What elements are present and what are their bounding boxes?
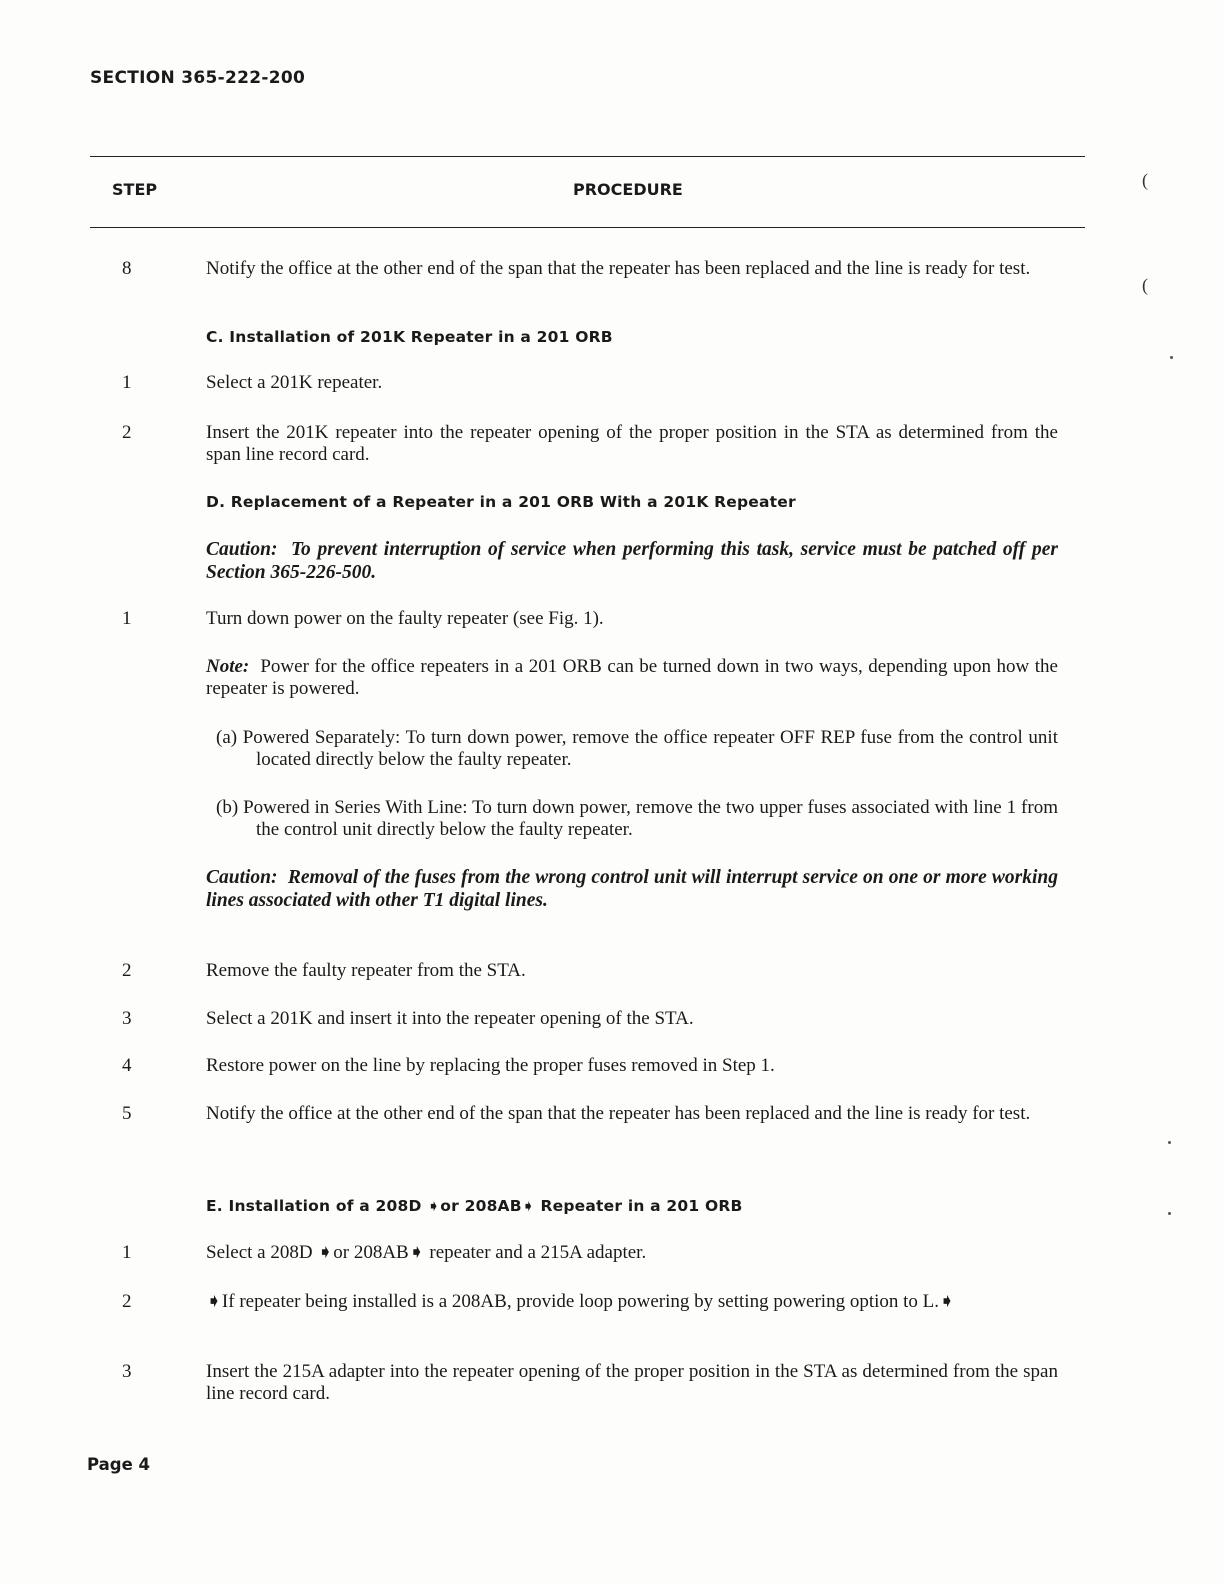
step-number: 4 [122,1055,132,1076]
step-text: Notify the office at the other end of the span that the repeater has been replaced and the line is ready for test. [206,1103,1031,1124]
caution-block [206,538,1058,584]
step-number: 5 [122,1103,132,1124]
margin-paren-mark: ( [1142,170,1148,190]
step-number: 2 [122,422,132,443]
margin-dot [1168,1212,1171,1215]
note-block [206,656,1058,700]
step-number: 3 [122,1008,132,1029]
step-text: Notify the office at the other end of the span that the repeater has been replaced and the line is ready for test. [206,258,1031,279]
table-header-rule [90,227,1085,228]
note-text: Power for the office repeaters in a 201 ORB can be turned down in two ways, depending upon how the repeater is powered. [206,656,1058,699]
step-text: Insert the 215A adapter into the repeater opening of the proper position in the STA as determined from the span line record card. [206,1361,1058,1404]
section-header: SECTION 365-222-200 [90,68,306,88]
section-c-heading: C. Installation of 201K Repeater in a 201 ORB [206,328,613,346]
step-number: 2 [122,960,132,981]
page-number: Page 4 [87,1455,151,1474]
step-number: 1 [122,372,132,393]
step-text: Select a 208D ➧or 208AB➧ repeater and a 215A adapter. [206,1242,647,1263]
step-text: Insert the 201K repeater into the repeater opening of the proper position in the STA as determined from the span line record card. [206,422,1058,465]
step-text: Select a 201K repeater. [206,372,383,393]
caution-block [206,866,1058,912]
step-text: Restore power on the line by replacing the proper fuses removed in Step 1. [206,1055,775,1076]
sub-item-a: (a) Powered Separately: To turn down power, remove the office repeater OFF REP fuse from the control unit located directly below the faulty repeater. [216,727,1058,770]
step-number: 1 [122,608,132,629]
step-number: 8 [122,258,132,279]
step-column-header: STEP [112,180,158,199]
caution-text: Removal of the fuses from the wrong control unit will interrupt service on one or more working lines associated with other T1 digital lines. [206,867,1059,911]
step-text: Select a 201K and insert it into the repeater opening of the STA. [206,1008,694,1029]
table-top-rule [90,156,1085,157]
step-number: 2 [122,1291,132,1312]
caution-text: To prevent interruption of service when performing this task, service must be patched off per Section 365-226-500. [206,539,1058,583]
section-d-heading: D. Replacement of a Repeater in a 201 ORB With a 201K Repeater [206,493,796,511]
step-number: 1 [122,1242,132,1263]
margin-dot [1170,356,1173,359]
margin-paren-mark: ( [1142,275,1148,295]
step-text: Turn down power on the faulty repeater (see Fig. 1). [206,608,604,629]
margin-dot [1168,1141,1171,1144]
section-e-heading: E. Installation of a 208D ➧or 208AB➧ Repeater in a 201 ORB [206,1197,743,1215]
sub-item-b: (b) Powered in Series With Line: To turn down power, remove the two upper fuses associated with line 1 from the control unit directly below the faulty repeater. [216,797,1058,840]
procedure-column-header: PROCEDURE [573,180,683,199]
note-label: Note: [206,656,250,677]
caution-label: Caution: [206,539,278,560]
caution-label: Caution: [206,867,278,888]
step-text: Remove the faulty repeater from the STA. [206,960,526,981]
step-text: ➧If repeater being installed is a 208AB, provide loop powering by setting powering option to L.➧ [206,1291,955,1312]
step-number: 3 [122,1361,132,1382]
